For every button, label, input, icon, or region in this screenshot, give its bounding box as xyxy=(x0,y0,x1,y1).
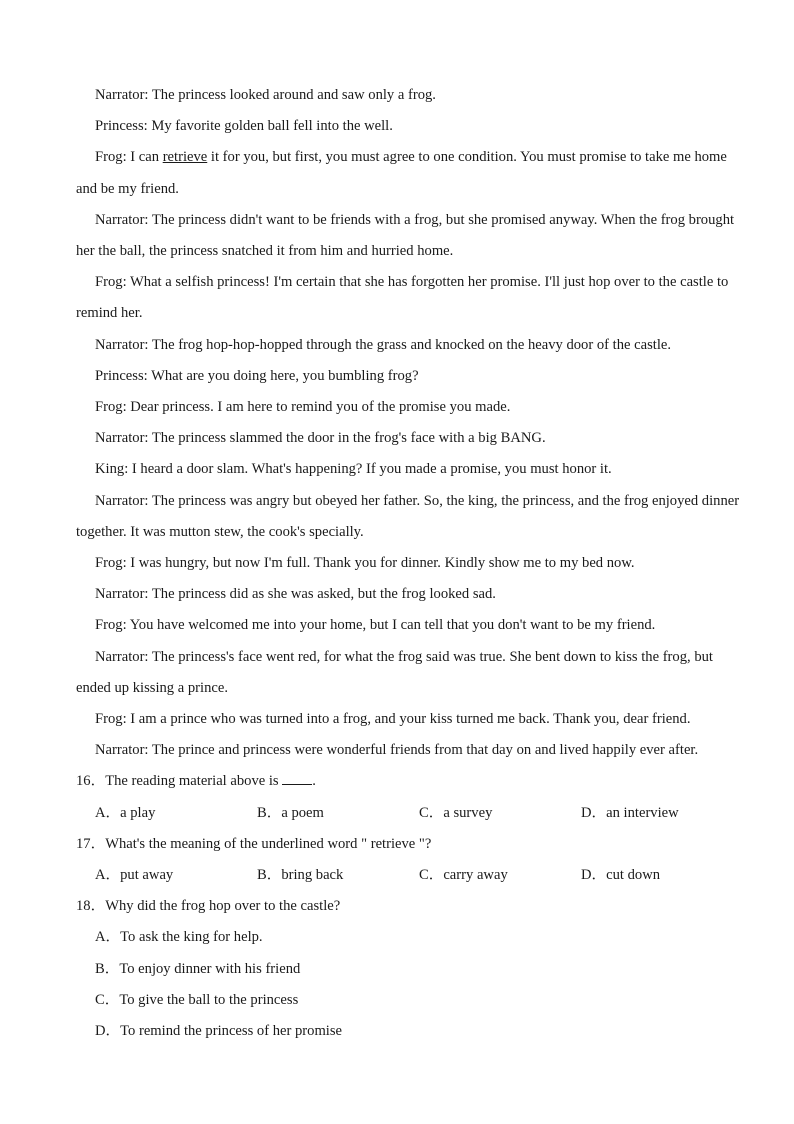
question-18-stem: 18．Why did the frog hop over to the castle? xyxy=(76,898,341,915)
question-text: 16．The reading material above is xyxy=(76,773,283,790)
passage-line xyxy=(76,704,746,735)
question-16-stem xyxy=(76,766,746,797)
document-content xyxy=(76,80,746,1047)
passage-line xyxy=(76,361,746,392)
passage-line xyxy=(76,486,746,548)
underlined-word: retrieve xyxy=(162,149,208,166)
passage-text: Frog: What a selfish princess! I'm certain that she has forgotten her promise. I'll just hop over to the castle to remind her. xyxy=(76,274,729,322)
passage-text: Narrator: The princess didn't want to be friends with a frog, but she promised anyway. When the frog brought her the ball, the princess snatched it from him and hurried home. xyxy=(76,211,735,260)
passage-text: Frog: Dear princess. I am here to remind you of the promise you made. xyxy=(95,399,511,416)
passage-text: Narrator: The princess's face went red, for what the frog said was true. She bent down to kiss the frog, but ended up kissing a prince. xyxy=(76,648,713,696)
passage-text: Narrator: The princess was angry but obeyed her father. So, the king, the princess, and the frog enjoyed dinner together. It was mutton stew, the cook's specially. xyxy=(76,492,740,540)
passage-line xyxy=(76,642,746,704)
passage-text: King: I heard a door slam. What's happening? If you made a promise, you must honor it. xyxy=(95,461,612,478)
passage-line xyxy=(76,111,746,142)
option-a[interactable]: A．a play xyxy=(95,804,156,821)
passage-text: it for you, but first, you must agree to one condition. You must promise to take me home and be my friend. xyxy=(76,149,727,197)
passage-text: Princess: What are you doing here, you bumbling frog? xyxy=(95,367,419,384)
passage-text: Narrator: The prince and princess were wonderful friends from that day on and lived happily ever after. xyxy=(95,742,699,759)
option-c[interactable]: C．carry away xyxy=(419,867,508,884)
passage-text: Frog: I was hungry, but now I'm full. Thank you for dinner. Kindly show me to my bed now. xyxy=(95,555,635,572)
question-16-options xyxy=(76,798,746,829)
option-d[interactable]: D．To remind the princess of her promise xyxy=(95,1023,343,1040)
passage-line xyxy=(76,392,746,423)
passage-text: Narrator: The frog hop-hop-hopped through the grass and knocked on the heavy door of the castle. xyxy=(95,336,672,353)
option-b[interactable]: B．bring back xyxy=(257,867,344,884)
passage-text: Narrator: The princess did as she was asked, but the frog looked sad. xyxy=(95,586,496,603)
option-c[interactable]: C．a survey xyxy=(419,804,493,821)
question-text: . xyxy=(312,773,316,790)
passage-text: Frog: I can xyxy=(95,149,163,166)
passage-line xyxy=(76,267,746,329)
option-d[interactable]: D．an interview xyxy=(581,804,679,821)
passage-text: Princess: My favorite golden ball fell into the well. xyxy=(95,118,393,135)
option-c[interactable]: C．To give the ball to the princess xyxy=(95,991,299,1008)
passage-line xyxy=(76,142,746,204)
option-a[interactable]: A．put away xyxy=(95,867,174,884)
option-a[interactable]: A．To ask the king for help. xyxy=(95,929,263,946)
passage-line xyxy=(76,423,746,454)
passage-text: Narrator: The princess looked around and saw only a frog. xyxy=(95,87,436,103)
passage-text: Narrator: The princess slammed the door in the frog's face with a big BANG. xyxy=(95,430,546,447)
question-17-options xyxy=(76,860,746,891)
passage-line xyxy=(76,735,746,766)
answer-blank xyxy=(282,770,312,785)
passage-text: Frog: You have welcomed me into your home, but I can tell that you don't want to be my friend. xyxy=(95,617,656,634)
passage-line xyxy=(76,610,746,641)
option-b[interactable]: B．a poem xyxy=(257,804,324,821)
passage-line xyxy=(76,548,746,579)
passage-line xyxy=(76,205,746,267)
option-d[interactable]: D．cut down xyxy=(581,867,661,884)
passage-line xyxy=(76,579,746,610)
option-b[interactable]: B．To enjoy dinner with his friend xyxy=(95,960,301,977)
passage-line xyxy=(76,454,746,485)
passage-line xyxy=(76,330,746,361)
passage-text: Frog: I am a prince who was turned into a frog, and your kiss turned me back. Thank you, dear friend. xyxy=(95,711,691,728)
passage-line xyxy=(76,80,746,111)
question-17-stem: 17．What's the meaning of the underlined word " retrieve "? xyxy=(76,835,432,852)
